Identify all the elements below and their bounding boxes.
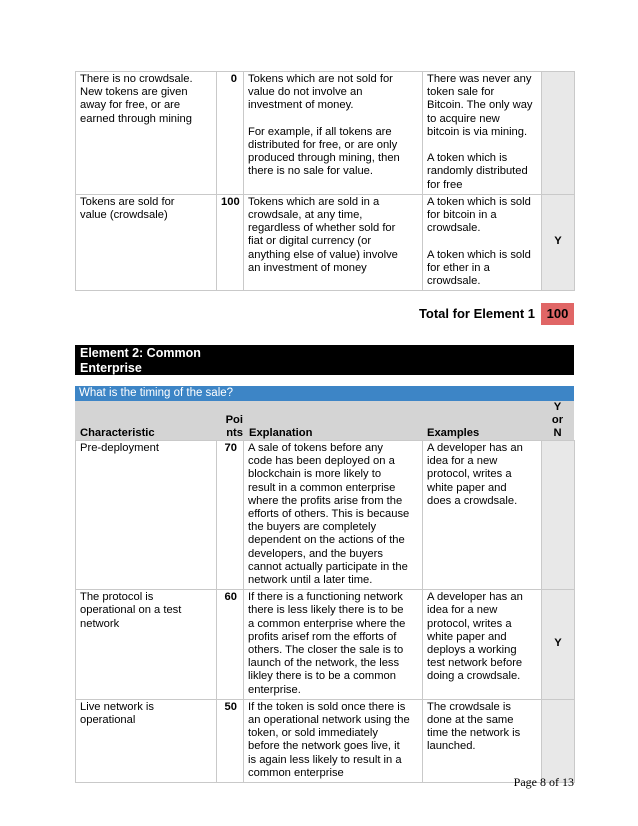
yn-cell <box>542 72 575 195</box>
characteristic-cell: Live network is operational <box>76 699 217 782</box>
examples-cell: A token which is sold for bitcoin in a crowdsale. A token which is sold for ether in a crowdsale. <box>423 194 542 290</box>
characteristic-cell: There is no crowdsale. New tokens are given away for free, or are earned through mining <box>76 72 217 195</box>
table-row <box>76 590 575 700</box>
question-bar <box>75 386 574 401</box>
yn-cell <box>542 441 575 590</box>
points-cell: 70 <box>217 441 244 590</box>
explanation-cell: A sale of tokens before any code has been deployed on a blockchain is more likely to result in a common enterprise where the profits arise from the efforts of others. This is because the buyers are completely dependent on the actions of the developers, and the buyers cannot actually participate in the network until a later time. <box>244 441 423 590</box>
yn-cell: Y <box>542 590 575 700</box>
page-number: Page 8 of 13 <box>513 775 574 789</box>
element2-heading: Element 2: Common Enterprise <box>80 346 201 375</box>
element1-table <box>75 71 575 291</box>
examples-cell: There was never any token sale for Bitcoin. The only way to acquire new bitcoin is via mining. A token which is randomly distributed for free <box>423 72 542 195</box>
yn-cell: Y <box>542 194 575 290</box>
examples-cell: A developer has an idea for a new protocol, writes a white paper and does a crowdsale. <box>423 441 542 590</box>
points-cell: 100 <box>217 194 244 290</box>
header-explanation: Explanation <box>249 427 313 439</box>
examples-cell: A developer has an idea for a new protocol, writes a white paper and deploys a working test network before doing a crowdsale. <box>423 590 542 700</box>
header-yn-2: or <box>551 414 564 426</box>
header-yn-1: Y <box>553 401 562 413</box>
header-points-2: nts <box>226 427 243 439</box>
yn-cell <box>542 699 575 782</box>
element1-total-value: 100 <box>541 303 574 325</box>
element2-heading-bar <box>75 345 574 375</box>
element2-table <box>75 440 575 783</box>
table-row <box>76 194 575 290</box>
points-cell: 60 <box>217 590 244 700</box>
header-characteristic: Characteristic <box>80 427 155 439</box>
header-yn-3: N <box>553 427 562 439</box>
explanation-cell: If the token is sold once there is an operational network using the token, or sold immediately before the network goes live, it is again less likely to result in a common enterprise <box>244 699 423 782</box>
explanation-cell: Tokens which are sold in a crowdsale, at any time, regardless of whether sold for fiat or digital currency (or anything else of value) involve an investment of money <box>244 194 423 290</box>
table-row <box>76 699 575 782</box>
table-row <box>76 72 575 195</box>
explanation-cell: If there is a functioning network there is less likely there is to be a common enterprise where the profits arisef rom the efforts of others. The closer the sale is to launch of the network, the less likley there is to be a common enterprise. <box>244 590 423 700</box>
characteristic-cell: Tokens are sold for value (crowdsale) <box>76 194 217 290</box>
header-examples: Examples <box>427 427 480 439</box>
points-cell: 0 <box>217 72 244 195</box>
characteristic-cell: Pre-deployment <box>76 441 217 590</box>
question-text: What is the timing of the sale? <box>79 387 234 399</box>
explanation-cell: Tokens which are not sold for value do not involve an investment of money. For example, if all tokens are distributed for free, or are only produced through mining, then there is no sale for value. <box>244 72 423 195</box>
table-header <box>75 401 574 440</box>
element1-total-label: Total for Element 1 <box>418 306 535 321</box>
table-row <box>76 441 575 590</box>
characteristic-cell: The protocol is operational on a test network <box>76 590 217 700</box>
examples-cell: The crowdsale is done at the same time the network is launched. <box>423 699 542 782</box>
points-cell: 50 <box>217 699 244 782</box>
header-points-1: Poi <box>225 414 243 426</box>
